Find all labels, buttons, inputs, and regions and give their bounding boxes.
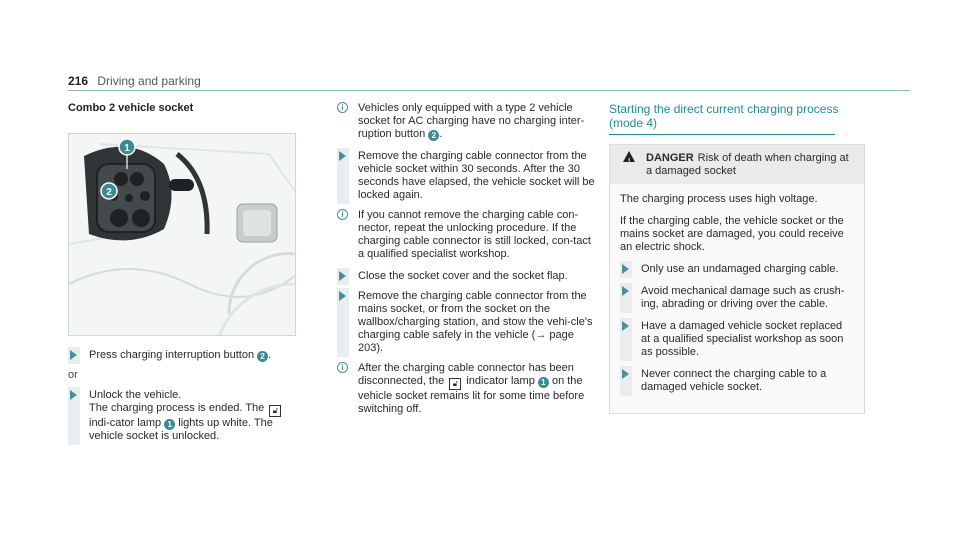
step-arrow-icon bbox=[339, 151, 346, 161]
danger-step: Never connect the charging cable to a damaged vehicle socket. bbox=[620, 368, 854, 394]
callout-2: 2 bbox=[106, 187, 112, 198]
info-icon: i bbox=[337, 209, 348, 220]
step-arrow-icon bbox=[339, 291, 346, 301]
socket-drawing bbox=[69, 134, 296, 336]
danger-label: DANGER bbox=[646, 152, 694, 164]
page-number: 216 bbox=[68, 74, 89, 88]
step-arrow-icon bbox=[339, 271, 346, 281]
note-cannot-remove: i If you cannot remove the charging cable con-nector, repeat the unlocking procedure. If the charging cable connector is still locked, con-tact a qualified specialist workshop. bbox=[337, 209, 599, 261]
note-indicator-lamp: i After the charging cable connector has been disconnected, the 🔓︎ indicator lamp 1 on the vehicle socket remains lit for some time before switching off. bbox=[337, 362, 599, 416]
callout-badge: 1 bbox=[538, 377, 549, 388]
callout-badge: 2 bbox=[428, 130, 439, 141]
callout-badge: 2 bbox=[257, 351, 268, 362]
step-unlock-vehicle: Unlock the vehicle. The charging process is ended. The 🔓︎ indi-cator lamp 1 lights up white. The vehicle socket is unlocked. bbox=[68, 389, 304, 443]
danger-step: Avoid mechanical damage such as crush-ing, abrading or driving over the cable. bbox=[620, 285, 854, 311]
callout-1: 1 bbox=[124, 143, 130, 154]
danger-text: Risk of death when charging at a damaged socket bbox=[646, 152, 849, 177]
step-arrow-icon bbox=[622, 321, 629, 331]
info-icon: i bbox=[337, 102, 348, 113]
step-arrow-icon bbox=[70, 390, 77, 400]
column-3 bbox=[609, 102, 865, 414]
info-icon: i bbox=[337, 362, 348, 373]
section-title: Driving and parking bbox=[97, 74, 201, 88]
socket-illustration bbox=[68, 133, 296, 336]
column-1 bbox=[68, 102, 304, 450]
step-arrow-icon bbox=[622, 369, 629, 379]
danger-header: ! DANGER Risk of death when charging at a damaged socket bbox=[610, 145, 864, 184]
section-heading: Combo 2 vehicle socket bbox=[68, 102, 194, 114]
danger-step: Only use an undamaged charging cable. bbox=[620, 263, 854, 276]
callout-badge: 1 bbox=[164, 419, 175, 430]
step-press-button: Press charging interruption button 2 . bbox=[68, 349, 304, 362]
column-2 bbox=[337, 102, 599, 425]
title-underline bbox=[609, 134, 835, 135]
step-arrow-icon bbox=[622, 286, 629, 296]
step-remove-connector: Remove the charging cable connector from the vehicle socket within 30 seconds. After the 30 seconds have elapsed, the vehicle socket will be locked again. bbox=[337, 150, 599, 202]
lock-icon: 🔓︎ bbox=[449, 378, 461, 390]
step-remove-from-mains: Remove the charging cable connector from the mains socket, or from the socket on the wallbox/charging station, and stow the vehi-cle's charging cable safely in the vehicle (→ page 203). bbox=[337, 290, 599, 355]
step-arrow-icon bbox=[70, 350, 77, 360]
danger-step: Have a damaged vehicle socket replaced at a qualified specialist workshop as soon as possible. bbox=[620, 320, 854, 359]
dc-charging-title: Starting the direct current charging process (mode 4) bbox=[609, 102, 839, 130]
step-close-cover: Close the socket cover and the socket flap. bbox=[337, 270, 599, 283]
danger-paragraph: The charging process uses high voltage. bbox=[620, 193, 818, 205]
danger-paragraph: If the charging cable, the vehicle socket or the mains socket are damaged, you could receive an electric shock. bbox=[620, 215, 844, 253]
danger-box bbox=[609, 144, 865, 414]
page-header bbox=[68, 74, 201, 88]
header-rule bbox=[68, 90, 910, 91]
lock-icon: 🔓︎ bbox=[269, 405, 281, 417]
danger-body bbox=[610, 184, 864, 413]
note-type2: i Vehicles only equipped with a type 2 vehicle socket for AC charging have no charging inter-ruption button 2 . bbox=[337, 102, 599, 141]
step-arrow-icon bbox=[622, 264, 629, 274]
or-separator: or bbox=[68, 369, 78, 381]
